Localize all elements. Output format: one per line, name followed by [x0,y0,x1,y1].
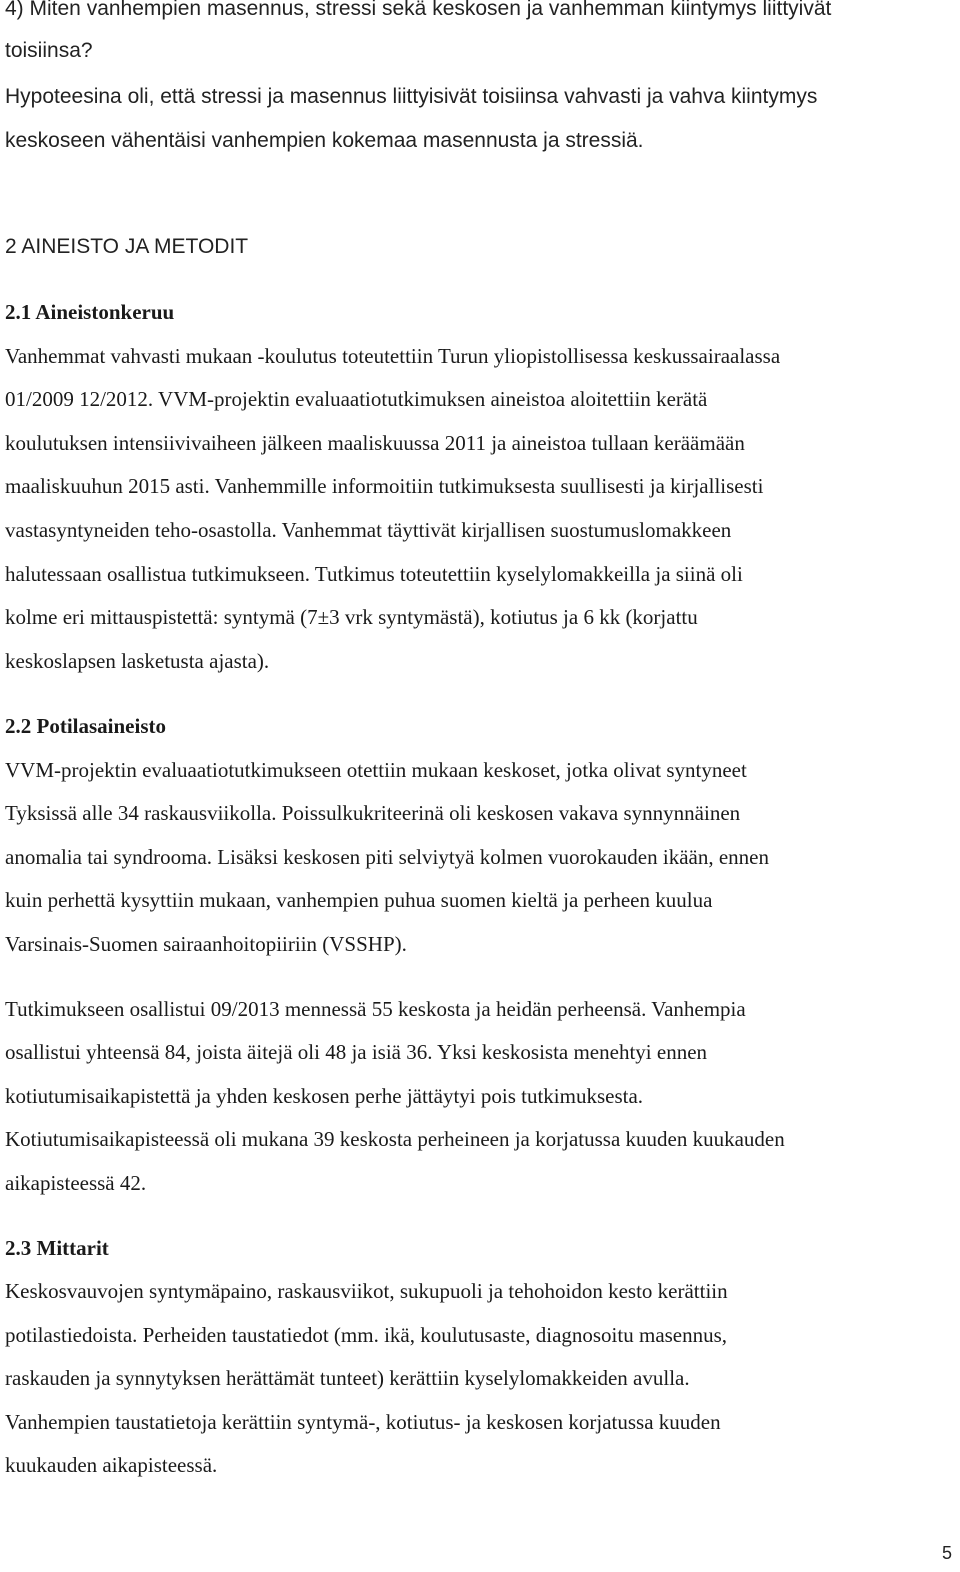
section-heading-2: 2 AINEISTO JA METODIT [5,235,249,258]
paragraph-line: kotiutumisaikapistettä ja yhden keskosen perhe jättäytyi pois tutkimuksesta. [5,1084,644,1108]
intro-line-2: toisiinsa? [5,39,93,62]
page-number: 5 [941,1543,952,1563]
paragraph-line: 01/2009 12/2012. VVM-projektin evaluaatiotutkimuksen aineistoa aloitettiin kerätä [5,387,708,411]
paragraph-line: keskoslapsen lasketusta ajasta). [5,649,270,673]
paragraph-line: VVM-projektin evaluaatiotutkimukseen otettiin mukaan keskoset, jotka olivat syntyneet [5,758,747,782]
paragraph-line: koulutuksen intensiivivaiheen jälkeen maaliskuussa 2011 ja aineistoa tullaan keräämään [5,431,745,455]
paragraph-line: raskauden ja synnytyksen herättämät tunteet) kerättiin kyselylomakkeiden avulla. [5,1366,690,1390]
intro-line-4: keskoseen vähentäisi vanhempien kokemaa masennusta ja stressiä. [5,129,644,152]
paragraph-line: maaliskuuhun 2015 asti. Vanhemmille informoitiin tutkimuksesta suullisesti ja kirjallisesti [5,474,764,498]
paragraph-line: Vanhemmat vahvasti mukaan -koulutus toteutettiin Turun yliopistollisessa keskussairaalassa [5,344,781,368]
paragraph-line: Kotiutumisaikapisteessä oli mukana 39 keskosta perheineen ja korjatussa kuuden kuukauden [5,1127,785,1151]
section-heading-2-2: 2.2 Potilasaineisto [5,714,166,738]
paragraph-line: kolme eri mittauspistettä: syntymä (7±3 vrk syntymästä), kotiutus ja 6 kk (korjattu [5,605,698,629]
paragraph-line: anomalia tai syndrooma. Lisäksi keskosen piti selviytyä kolmen vuorokauden ikään, ennen [5,845,769,869]
paragraph-line: halutessaan osallistua tutkimukseen. Tutkimus toteutettiin kyselylomakkeilla ja siinä oli [5,562,743,586]
section-heading-2-1: 2.1 Aineistonkeruu [5,300,175,324]
paragraph-line: Keskosvauvojen syntymäpaino, raskausviikot, sukupuoli ja tehohoidon kesto kerättiin [5,1279,728,1303]
paragraph-line: Vanhempien taustatietoja kerättiin syntymä-, kotiutus- ja keskosen korjatussa kuuden [5,1410,721,1434]
section-heading-2-3: 2.3 Mittarit [5,1236,109,1260]
paragraph-line: Varsinais-Suomen sairaanhoitopiiriin (VSSHP). [5,932,407,956]
paragraph-line: kuin perhettä kysyttiin mukaan, vanhempien puhua suomen kieltä ja perheen kuulua [5,888,713,912]
paragraph-line: kuukauden aikapisteessä. [5,1453,218,1477]
paragraph-line: aikapisteessä 42. [5,1171,147,1195]
intro-line-1: 4) Miten vanhempien masennus, stressi sekä keskosen ja vanhemman kiintymys liittyivät [5,0,832,20]
paragraph-line: Tyksissä alle 34 raskausviikolla. Poissulkukriteerinä oli keskosen vakava synnynnäinen [5,801,741,825]
intro-line-3: Hypoteesina oli, että stressi ja masennus liittyisivät toisiinsa vahvasti ja vahva kiintymys [5,85,818,108]
paragraph-line: potilastiedoista. Perheiden taustatiedot (mm. ikä, koulutusaste, diagnosoitu masennus, [5,1323,728,1347]
paragraph-line: osallistui yhteensä 84, joista äitejä oli 48 ja isiä 36. Yksi keskosista menehtyi ennen [5,1040,708,1064]
paragraph-line: vastasyntyneiden teho-osastolla. Vanhemmat täyttivät kirjallisen suostumuslomakkeen [5,518,732,542]
paragraph-line: Tutkimukseen osallistui 09/2013 mennessä 55 keskosta ja heidän perheensä. Vanhempia [5,997,746,1021]
